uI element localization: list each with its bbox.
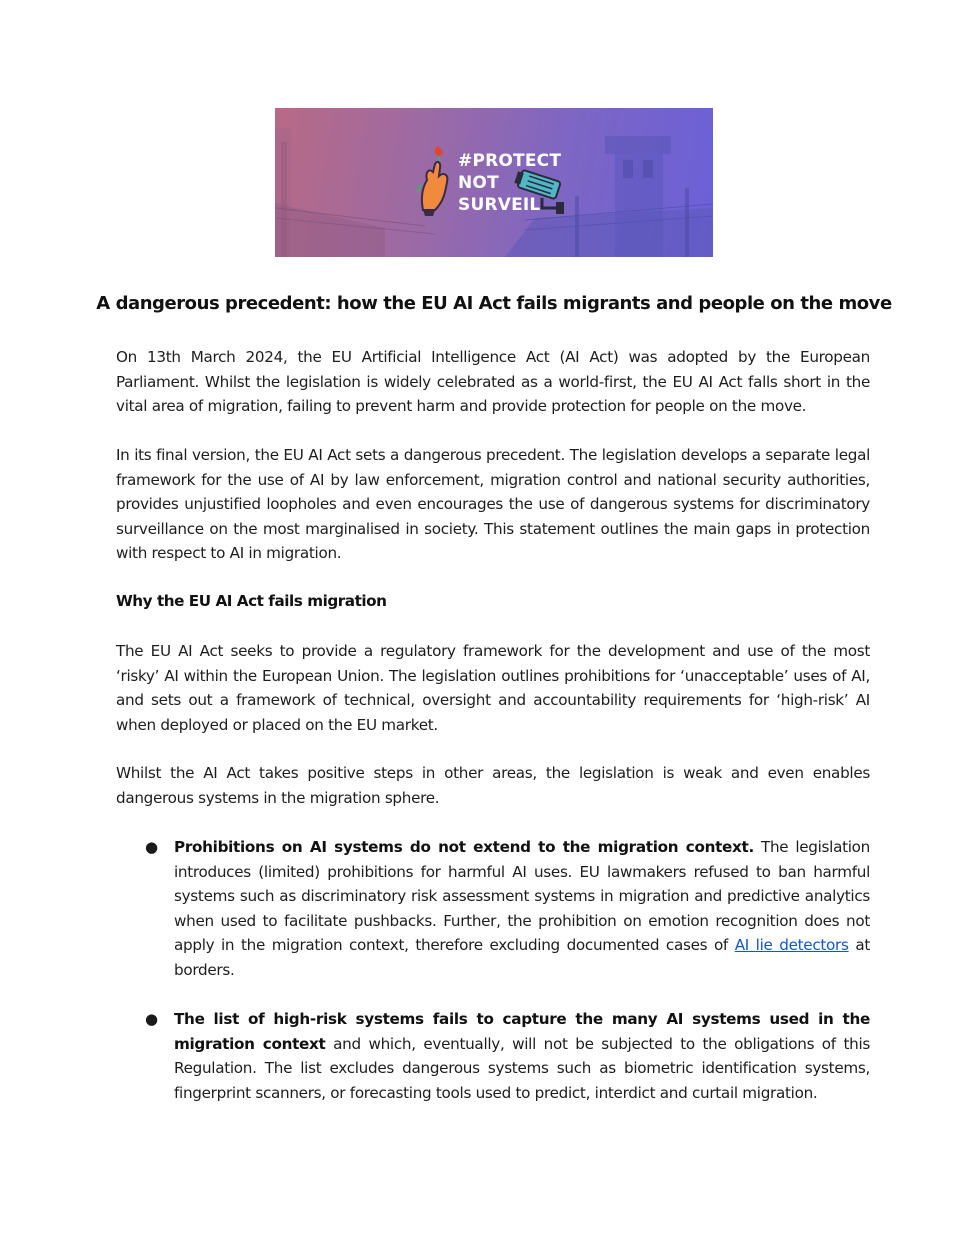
raised-hand-with-flower-icon bbox=[415, 144, 459, 216]
bullet-marker: ● bbox=[145, 1010, 159, 1028]
list-item-body: and which, eventually, will not be subjected to the obligations of this Regulation. The list excludes dangerous systems such as biometric identification systems, fingerprint scanners, or forecasting tools used to predict, interdict and curtail migration. bbox=[174, 1034, 870, 1102]
section-paragraph-1: The EU AI Act seeks to provide a regulatory framework for the development and use of the most ‘risky’ AI within the European Union. The legislation outlines prohibitions for ‘unacceptable’ uses of AI, and sets out a framework of technical, oversight and accountability requirements for ‘high-risk’ AI when deployed or placed on the EU market. bbox=[116, 642, 870, 734]
campaign-banner bbox=[275, 108, 713, 257]
surveillance-camera-icon bbox=[512, 168, 568, 218]
section-heading: Why the EU AI Act fails migration bbox=[116, 592, 387, 610]
list-item-bold-lead: The list of high-risk systems fails to capture the many AI systems used in the migration context bbox=[174, 1010, 870, 1053]
list-item-body-end: at borders. bbox=[174, 936, 870, 979]
intro-paragraph-2: In its final version, the EU AI Act sets a dangerous precedent. The legislation develops a separate legal framework for the use of AI by law enforcement, migration control and national security authorities, provides unjustified loopholes and even encourages the use of dangerous systems for discriminatory surveillance on the most marginalised in society. This statement outlines the main gaps in protection with respect to AI in migration. bbox=[116, 446, 870, 562]
document-title: A dangerous precedent: how the EU AI Act fails migrants and people on the move bbox=[96, 293, 892, 314]
list-item-bold-lead: Prohibitions on AI systems do not extend to the migration context. bbox=[174, 838, 754, 856]
bullet-marker: ● bbox=[145, 838, 159, 856]
list-item-text bbox=[174, 1007, 870, 1105]
slogan-line-1: #PROTECT bbox=[458, 151, 562, 171]
slogan-line-2: NOT bbox=[458, 173, 499, 193]
ai-lie-detectors-link[interactable]: AI lie detectors bbox=[734, 936, 849, 954]
slogan-line-3: SURVEIL bbox=[458, 195, 541, 215]
list-item-text bbox=[174, 835, 870, 982]
list-item-body: The legislation introduces (limited) prohibitions for harmful AI uses. EU lawmakers refused to ban harmful systems such as discriminatory risk assessment systems in migration and predictive analytics when used to facilitate pushbacks. Further, the prohibition on emotion recognition does not apply in the migration context, therefore excluding documented cases of bbox=[174, 838, 870, 954]
section-paragraph-2: Whilst the AI Act takes positive steps in other areas, the legislation is weak and even enables dangerous systems in the migration sphere. bbox=[116, 764, 870, 807]
intro-paragraph-1: On 13th March 2024, the EU Artificial Intelligence Act (AI Act) was adopted by the European Parliament. Whilst the legislation is widely celebrated as a world-first, the EU AI Act falls short in the vital area of migration, failing to prevent harm and provide protection for people on the move. bbox=[116, 348, 870, 415]
